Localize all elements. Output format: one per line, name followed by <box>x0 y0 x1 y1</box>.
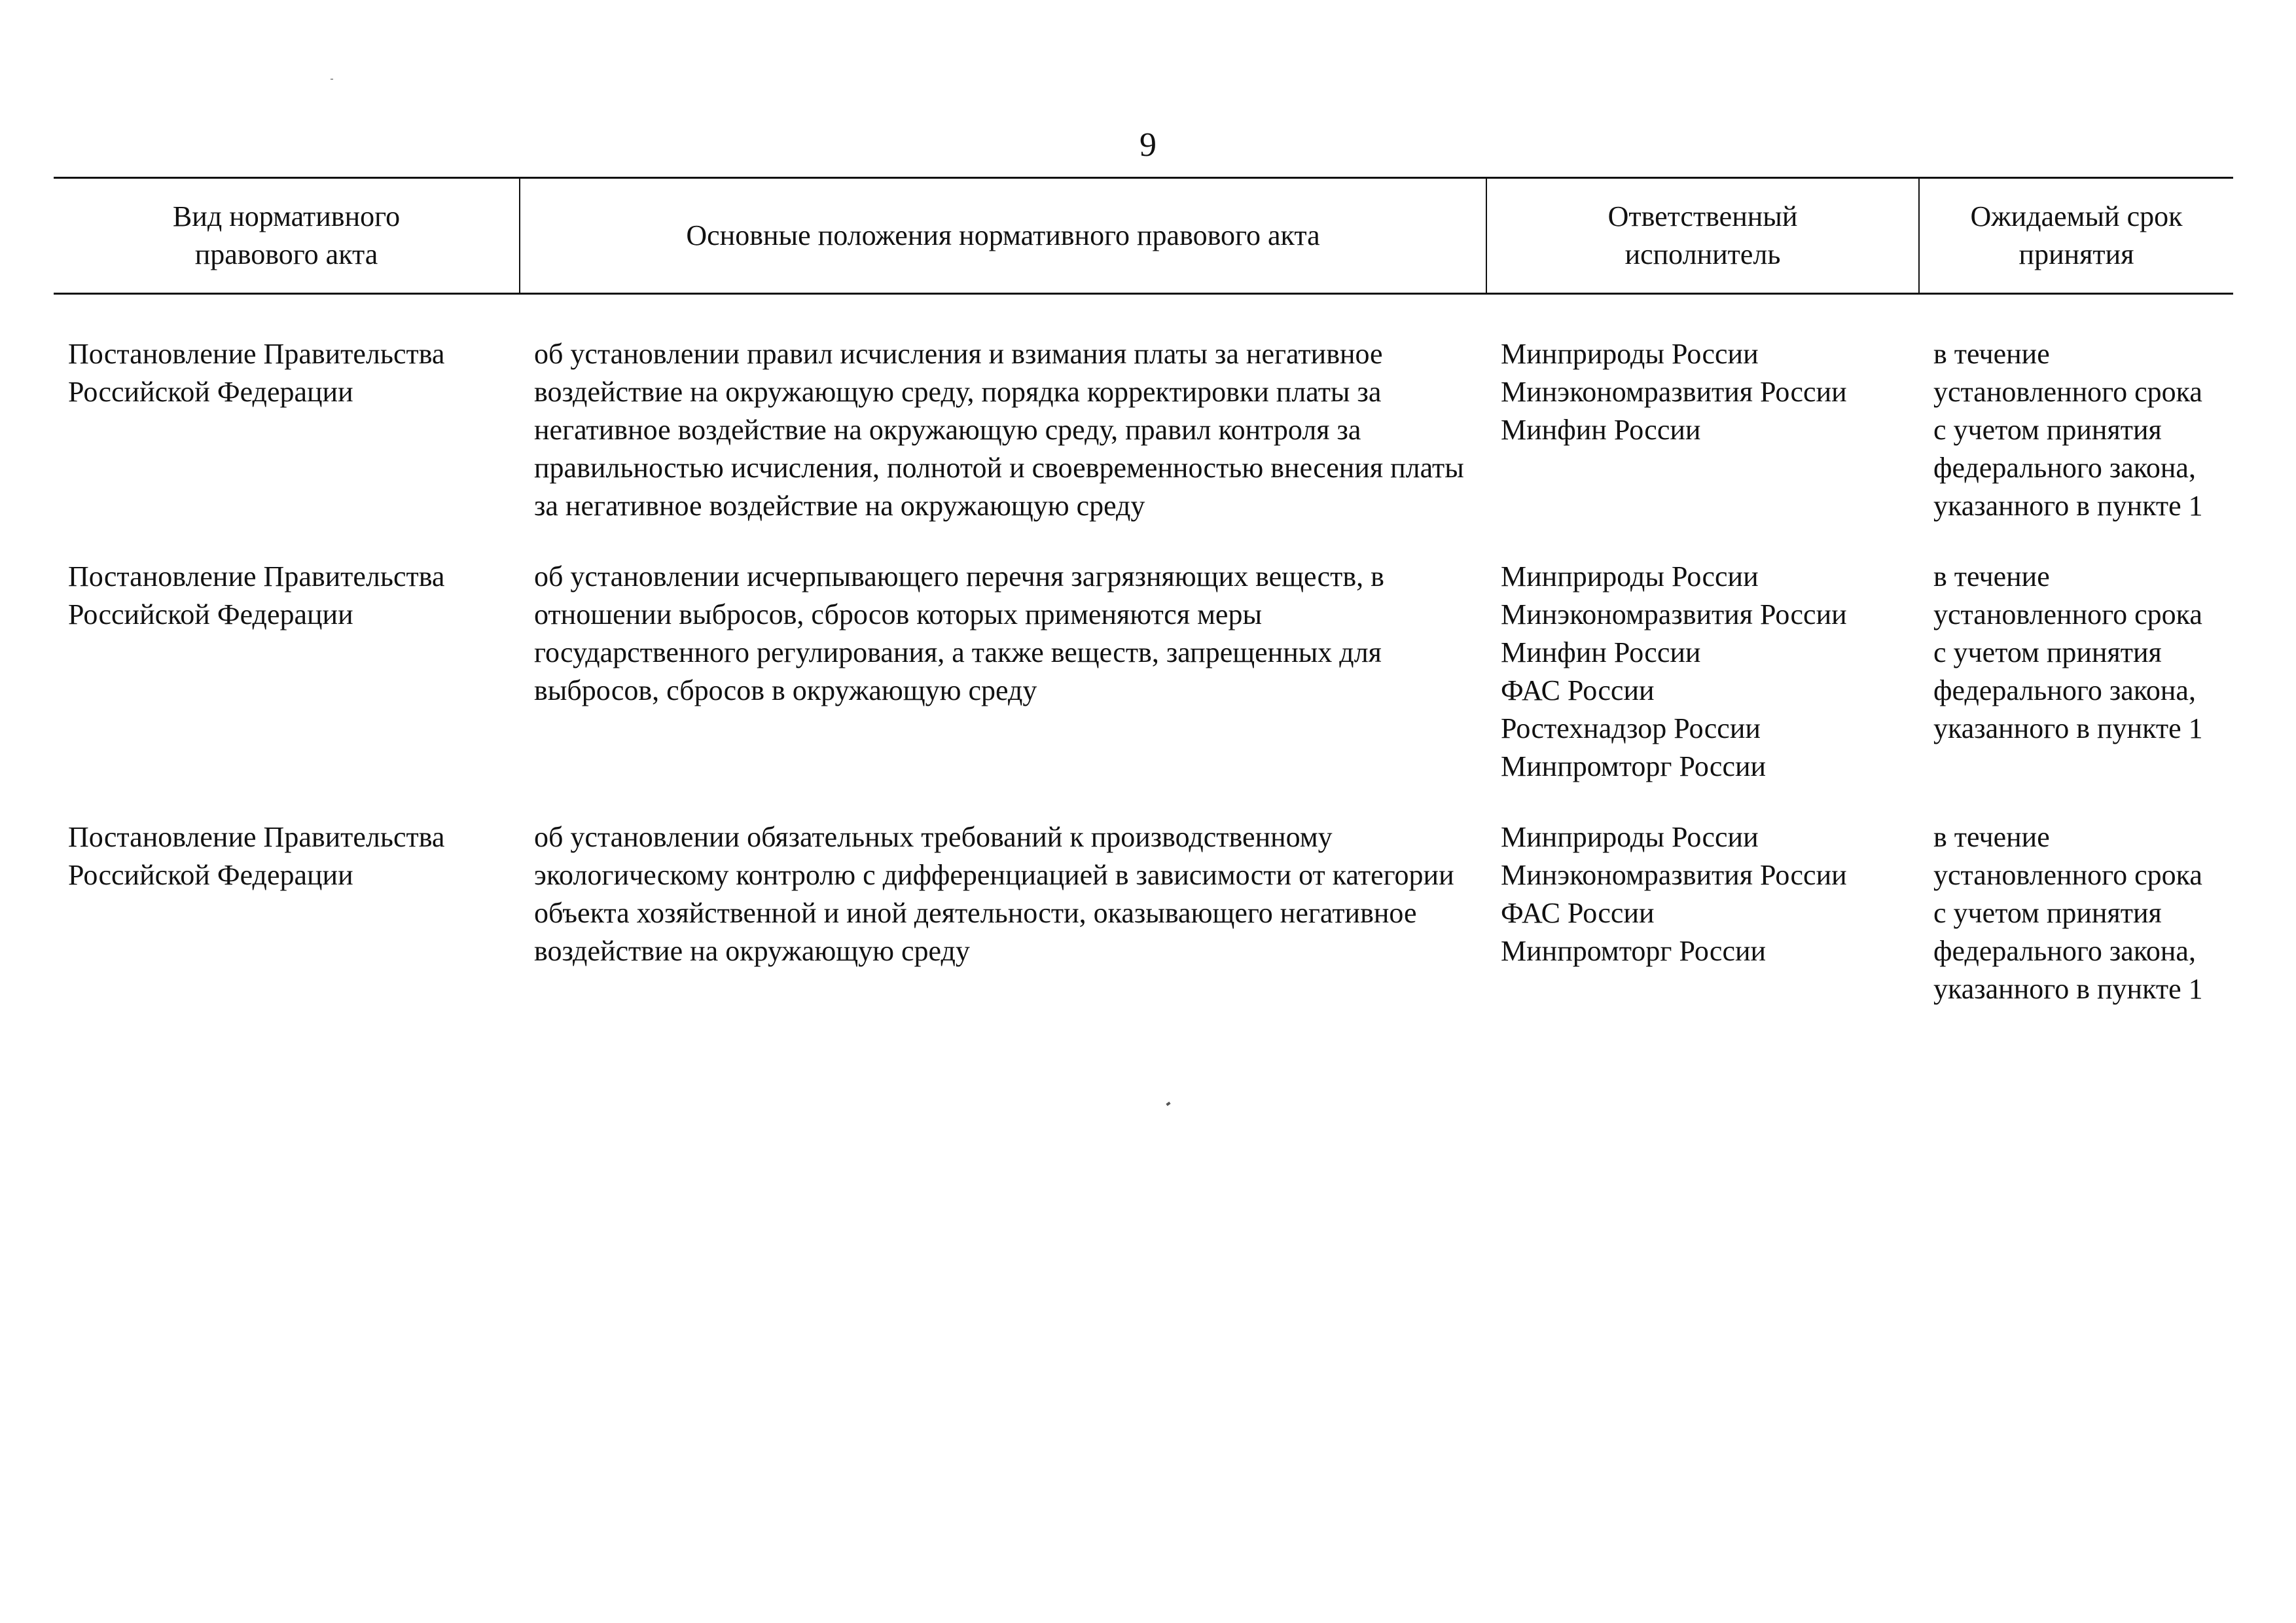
page-number: 9 <box>1139 126 1157 164</box>
act-type-cell: Постановление Правительства Российской Федерации <box>68 560 445 630</box>
table-row <box>54 335 2233 558</box>
executor-item: Минприроды России <box>1501 821 1759 853</box>
executor-item: ФАС России <box>1501 897 1655 929</box>
provisions-cell: об установлении обязательных требований к производственному экологическому контролю с дифференциацией в зависимости от категории объекта хозяйственной и иной деятельности, оказывающего негативное воздействие на окружающую среду <box>534 821 1454 967</box>
executor-item: ФАС России <box>1501 674 1655 706</box>
table-header <box>54 178 2233 294</box>
table-row <box>54 818 2233 1041</box>
executor-item: Минфин России <box>1501 636 1701 668</box>
act-type-cell: Постановление Правительства Российской Федерации <box>68 821 445 891</box>
deadline-cell: в течение установленного срока с учетом принятия федерального закона, указанного в пункте 1 <box>1933 560 2203 744</box>
executor-item: Минфин России <box>1501 414 1701 446</box>
deadline-cell: в течение установленного срока с учетом принятия федерального закона, указанного в пункте 1 <box>1933 338 2203 522</box>
executors-cell <box>1486 558 1919 818</box>
deadline-cell: в течение установленного срока с учетом принятия федерального закона, указанного в пункте 1 <box>1933 821 2203 1005</box>
legal-acts-table <box>54 177 2233 1041</box>
header-deadline: Ожидаемый срок принятия <box>1919 178 2233 294</box>
executor-item: Минпромторг России <box>1501 750 1767 782</box>
header-provisions: Основные положения нормативного правового акта <box>520 178 1486 294</box>
provisions-cell: об установлении исчерпывающего перечня загрязняющих веществ, в отношении выбросов, сбросов которых применяются меры государственного регулирования, а также веществ, запрещенных для выбросов, сбросов в окружающую среду <box>534 560 1384 706</box>
executor-item: Минприроды России <box>1501 560 1759 593</box>
executors-cell <box>1486 335 1919 558</box>
table-row <box>54 558 2233 818</box>
header-act-type: Вид нормативного правового акта <box>54 178 520 294</box>
executor-item: Ростехнадзор России <box>1501 712 1761 744</box>
provisions-cell: об установлении правил исчисления и взимания платы за негативное воздействие на окружающую среду, порядка корректировки платы за негативное воздействие на окружающую среду, правил контроля за правильностью исчисления, полнотой и своевременностью внесения платы за негативное воздействие на окружающую среду <box>534 338 1464 522</box>
executor-item: Минэкономразвития России <box>1501 859 1847 891</box>
executor-item: Минпромторг России <box>1501 935 1767 967</box>
executors-cell <box>1486 818 1919 1041</box>
executor-item: Минприроды России <box>1501 338 1759 370</box>
executor-item: Минэкономразвития России <box>1501 376 1847 408</box>
executor-item: Минэкономразвития России <box>1501 598 1847 630</box>
scan-speck <box>331 79 333 80</box>
act-type-cell: Постановление Правительства Российской Федерации <box>68 338 445 408</box>
header-executor: Ответственный исполнитель <box>1486 178 1919 294</box>
scan-speck <box>1166 1102 1170 1106</box>
